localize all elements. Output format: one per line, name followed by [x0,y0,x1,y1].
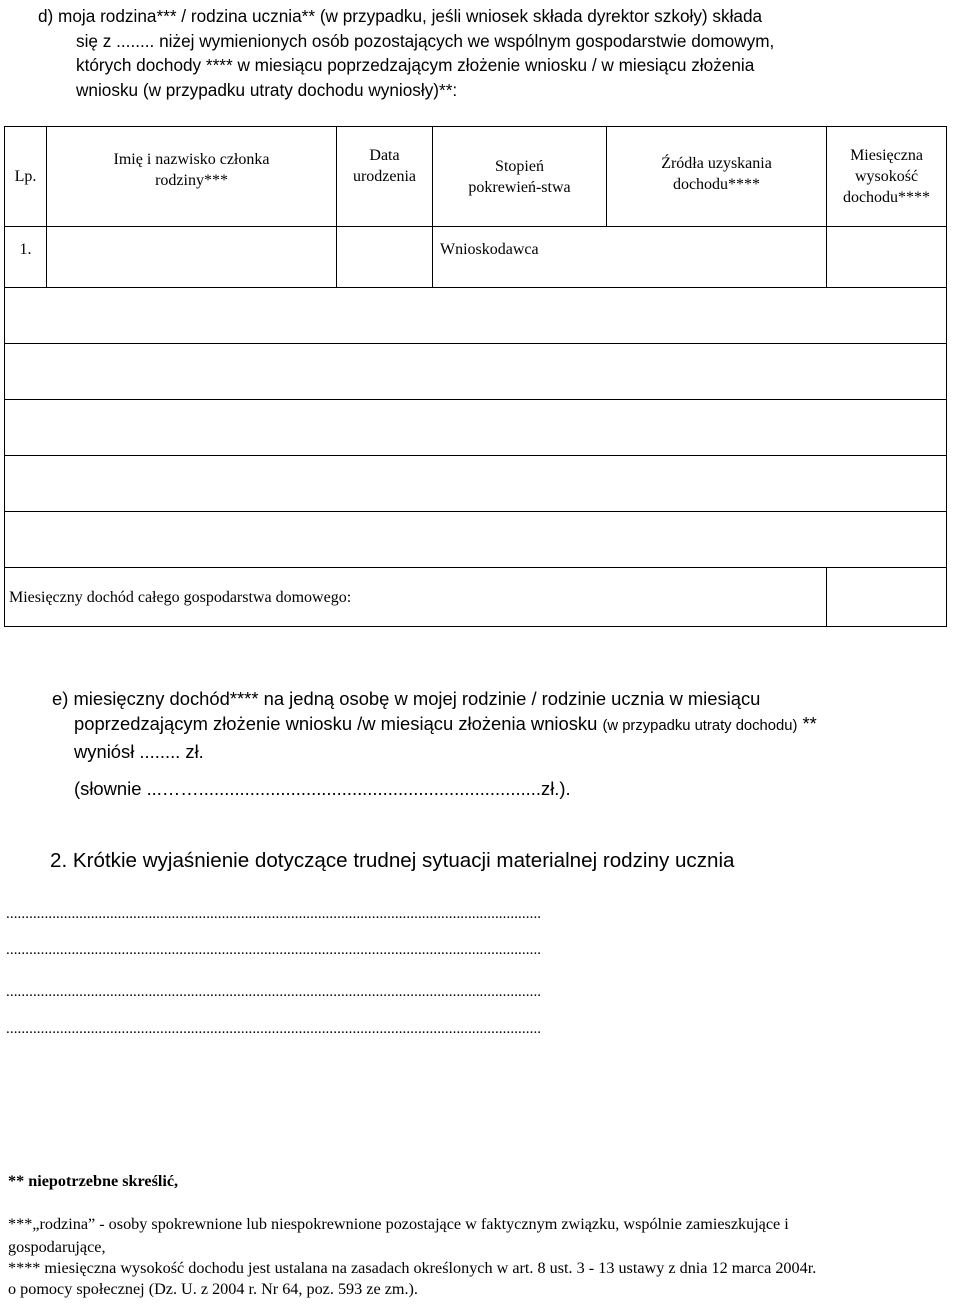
table-row [5,288,947,344]
header-lp: Lp. [5,127,47,227]
name-cell[interactable] [47,227,337,288]
row-number: 1. [5,227,47,288]
dotted-line[interactable]: ........................................................................................................................................... [6,1021,542,1037]
table-row [5,344,947,400]
section-2-title: 2. Krótkie wyjaśnienie dotyczące trudnej sytuacji materialnej rodziny ucznia [50,849,735,872]
table-row [5,227,947,288]
total-income-cell[interactable] [827,568,947,627]
header-birth-date: Data urodzenia [337,127,433,227]
total-income-label: Miesięczny dochód całego gospodarstwa domowego: [5,568,827,627]
intro-line: których dochody **** w miesiącu poprzedzającym złożenie wniosku / w miesiącu złożenia [76,55,755,76]
header-name: Imię i nazwisko członka rodziny*** [47,127,337,227]
intro-paragraph [38,4,956,103]
header-relation: Stopień pokrewień-stwa [433,127,607,227]
intro-line: wniosku (w przypadku utraty dochodu wyniosły)**: [76,80,458,101]
header-income-source: Źródła uzyskania dochodu**** [607,127,827,227]
section-e [52,686,952,764]
intro-line: d) moja rodzina*** / rodzina ucznia** (w przypadku, jeśli wniosek składa dyrektor szkoły) składa [38,6,763,26]
empty-row-cell[interactable] [5,400,947,456]
empty-row-cell[interactable] [5,512,947,568]
footnote-strike: ** niepotrzebne skreślić, [8,1172,179,1190]
empty-row-cell[interactable] [5,456,947,512]
section-e-line: e) miesięczny dochód**** na jedną osobę w mojej rodzinie / rodzinie ucznia w miesiącu [52,688,761,709]
footnote-income-cont: o pomocy społecznej (Dz. U. z 2004 r. Nr 64, poz. 593 ze zm.). [8,1280,418,1298]
header-monthly-income: Miesięczna wysokość dochodu**** [827,127,947,227]
amount-in-words: (słownie ...……...................................................................zł.). [74,778,571,799]
table-header-row [5,127,947,227]
footnote-family: ***„rodzina” - osoby spokrewnione lub niespokrewnione pozostające w faktycznym związku, wspólnie zamieszkujące i [8,1215,789,1233]
table-row [5,456,947,512]
dotted-line[interactable]: ........................................................................................................................................... [6,942,542,958]
empty-row-cell[interactable] [5,344,947,400]
section-e-line: poprzedzającym złożenie wniosku /w miesiącu złożenia wniosku (w przypadku utraty dochodu) ** [74,713,817,734]
footnote-family-cont: gospodarujące, [8,1238,106,1256]
empty-row-cell[interactable] [5,288,947,344]
table-total-row [5,568,947,627]
birth-date-cell[interactable] [337,227,433,288]
footnote-income: **** miesięczna wysokość dochodu jest ustalana na zasadach określonych w art. 8 ust. 3 - 13 ustawy z dnia 12 marca 2004r. [8,1259,817,1277]
relation-cell: Wnioskodawca [433,227,827,288]
intro-line: się z ........ niżej wymienionych osób pozostających we wspólnym gospodarstwie domowym, [76,30,775,51]
dotted-line[interactable]: ........................................................................................................................................... [6,984,542,1000]
dotted-line[interactable]: ........................................................................................................................................... [6,906,542,922]
section-e-line: wyniósł ........ zł. [74,741,204,762]
family-income-table [4,126,947,627]
table-row [5,512,947,568]
table-row [5,400,947,456]
income-cell[interactable] [827,227,947,288]
